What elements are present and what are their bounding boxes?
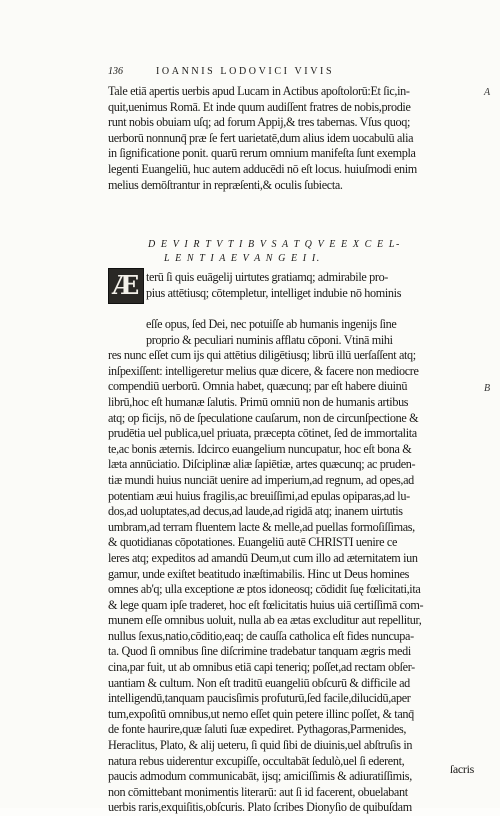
decorated-initial: Æ [108,268,144,304]
text-line: uerborū nonnunq̄ præ ſe fert uarietatē,dum alius idem uocabulū alia [108,130,414,145]
text-line: de fonte haurire,quæ ſaluti ſuæ expediret. Pythagoras,Parmenides, [108,722,407,737]
text-line: tum,expoſitū omnibus,ut nemo eſſet quin petere illinc poſſet, & tanq̄ [108,706,414,721]
text-line: nullus ſexus,natio,cōditio,eaq; de cauſſa catholica eſt fides nuncupa- [108,628,414,643]
margin-note-b: B [484,383,491,394]
paragraph-top [108,84,474,193]
text-line: res nunc eſſet cum ijs qui attētius diligētiusq; librū illū uerſaſſent atq; [108,348,416,363]
text-line: & quotidianas cōpotationes. Euangeliū autē CHRISTI uenire ce [108,535,398,550]
text-line: legenti Euangeliū, huc autem adducēdi nō eſt locus. huiuſmodi enim [108,161,417,176]
text-line: Heraclitus, Plato, & alij ueteru, ſi quid ſibi de diuinis,uel abſtruſis in [108,738,413,753]
text-line: læta annūciatio. Diſciplinæ aliæ ſapiētiæ, artes quæcunq; ac pruden- [108,457,416,472]
catchword: ſacris [449,762,474,776]
section-heading [148,238,468,266]
text-line: uerbis raris,exquiſitis,obſcuris. Plato ſcribes Dionyſio de quibuſdam [108,800,412,815]
text-line: munem eſſe omnibus uoluit, nulla ab ea ætas excluditur aut repellitur, [108,613,422,628]
text-line: potentiam æui huius fragilis,ac breuiſſimi,ad epulas opiparas,ad lu- [108,488,410,503]
text-line: runt nobis obuiam uſq; ad forum Appij,& tres tabernas. Vſus quoq; [108,115,410,130]
text-line: umbram,ad terram fluentem lacte & melle,ad puellas formoſiſſimas, [108,519,415,534]
text-line: gamur, unde exiſtet beatitudo inæſtimabilis. Hinc ut Deus homines [108,566,410,581]
text-line: paucis admodum communicabāt, ijsq; amiciſſimis & adiuratiſſimis, [108,769,412,784]
text-line: prudētia uel publica,uel priuata, præcepta cōtinet, ſed de immortalita [108,426,417,441]
text-line: eſſe opus, ſed Dei, nec potuiſſe ab humanis ingenijs ſine [146,317,397,331]
text-line: non cōmittebant monimentis literarū: aut ſi id facerent, obuelabant [108,784,408,799]
text-line: natura rebus uiderentur excupiſſe, occultabāt ſedulò,uel ſi ederent, [108,753,405,768]
margin-note-a: A [484,87,491,98]
paragraph-dropcap-lines [146,270,474,301]
text-line: quit,uenimus Romā. Et inde quum audiſſent fratres de nobis,prodie [108,99,411,114]
text-line: librū,hoc eſt humanæ ſalutis. Primū omniū non de humanis artibus [108,394,409,409]
text-line: intelligendū,tanquam paucisſimis profuturū,ſed facile,dilucidū,aper [108,691,411,706]
text-line: melius demōſtrantur in repræſenti,& oculis ſubiecta. [108,177,343,192]
text-line: terū ſi quis euāgelij uirtutes gratiamq; admirabile pro- [146,270,389,284]
text-line: inſpexiſſent: intelligeretur melius quæ dicere, & facere non mediocre [108,363,419,378]
running-head: IOANNIS LODOVICI VIVIS [156,66,335,77]
text-line: ta. Quod ſi omnibus ſine diſcrimine tradebatur tanquam ægris medi [108,644,411,659]
heading-line-2: L E N T I A E V A N G E I I. [164,253,321,264]
text-line: in ſignificatione ponit. quarū rerum omnium manifeſta ſunt exempla [108,146,416,161]
paragraph-main [108,317,474,816]
text-line: Tale etiā apertis uerbis apud Lucam in Actibus apoſtolorū:Et ſic,in- [108,84,410,98]
text-line: tiæ mundi huius nunciāt uenire ad imperium,ad regnum, ad opes,ad [108,472,414,487]
text-line: pius attētiusq; cōtempletur, intelliget indubie nō hominis [146,285,402,300]
page-number: 136 [108,66,123,77]
text-line: proprio & peculiari numinis afflatu cōponi. Vtinā mihi [146,332,393,347]
text-line: atq; op ficijs, nō de ſpeculatione cauſarum, non de circunſpectione & [108,410,419,425]
text-line: leres atq; expeditos ad amandū Deum,ut cum illo ad æternitatem iun [108,550,418,565]
text-line: dos,ad uoluptates,ad decus,ad laude,ad rigidā atq; inanem uirtutis [108,504,403,519]
text-line: uantiam & cultum. Non eſt traditū euangeliū obſcurū & difficile ad [108,675,410,690]
text-line: te,ac bonis æternis. Idcirco euangelium nuncupatur, hoc eſt bona & [108,441,412,456]
text-line: compendiū uerborū. Omnia habet, quæcunq; par eſt habere diuinū [108,379,408,394]
text-line: cina,par fuit, ut ab omnibus etiā capi teneriq; poſſet,ad rectam obſer- [108,660,415,675]
heading-line-1: D E V I R T V T I B V S A T Q V E E X C E L- [148,239,401,250]
text-line: omnes ab'q; ulla exceptione æ ptos idoneosq; cōdidit ſuę fœlicitati,ita [108,582,421,597]
text-line: & lege quam ipſe traderet, hoc eſt fœlicitatis huius uiā certiſſimā com- [108,597,424,612]
